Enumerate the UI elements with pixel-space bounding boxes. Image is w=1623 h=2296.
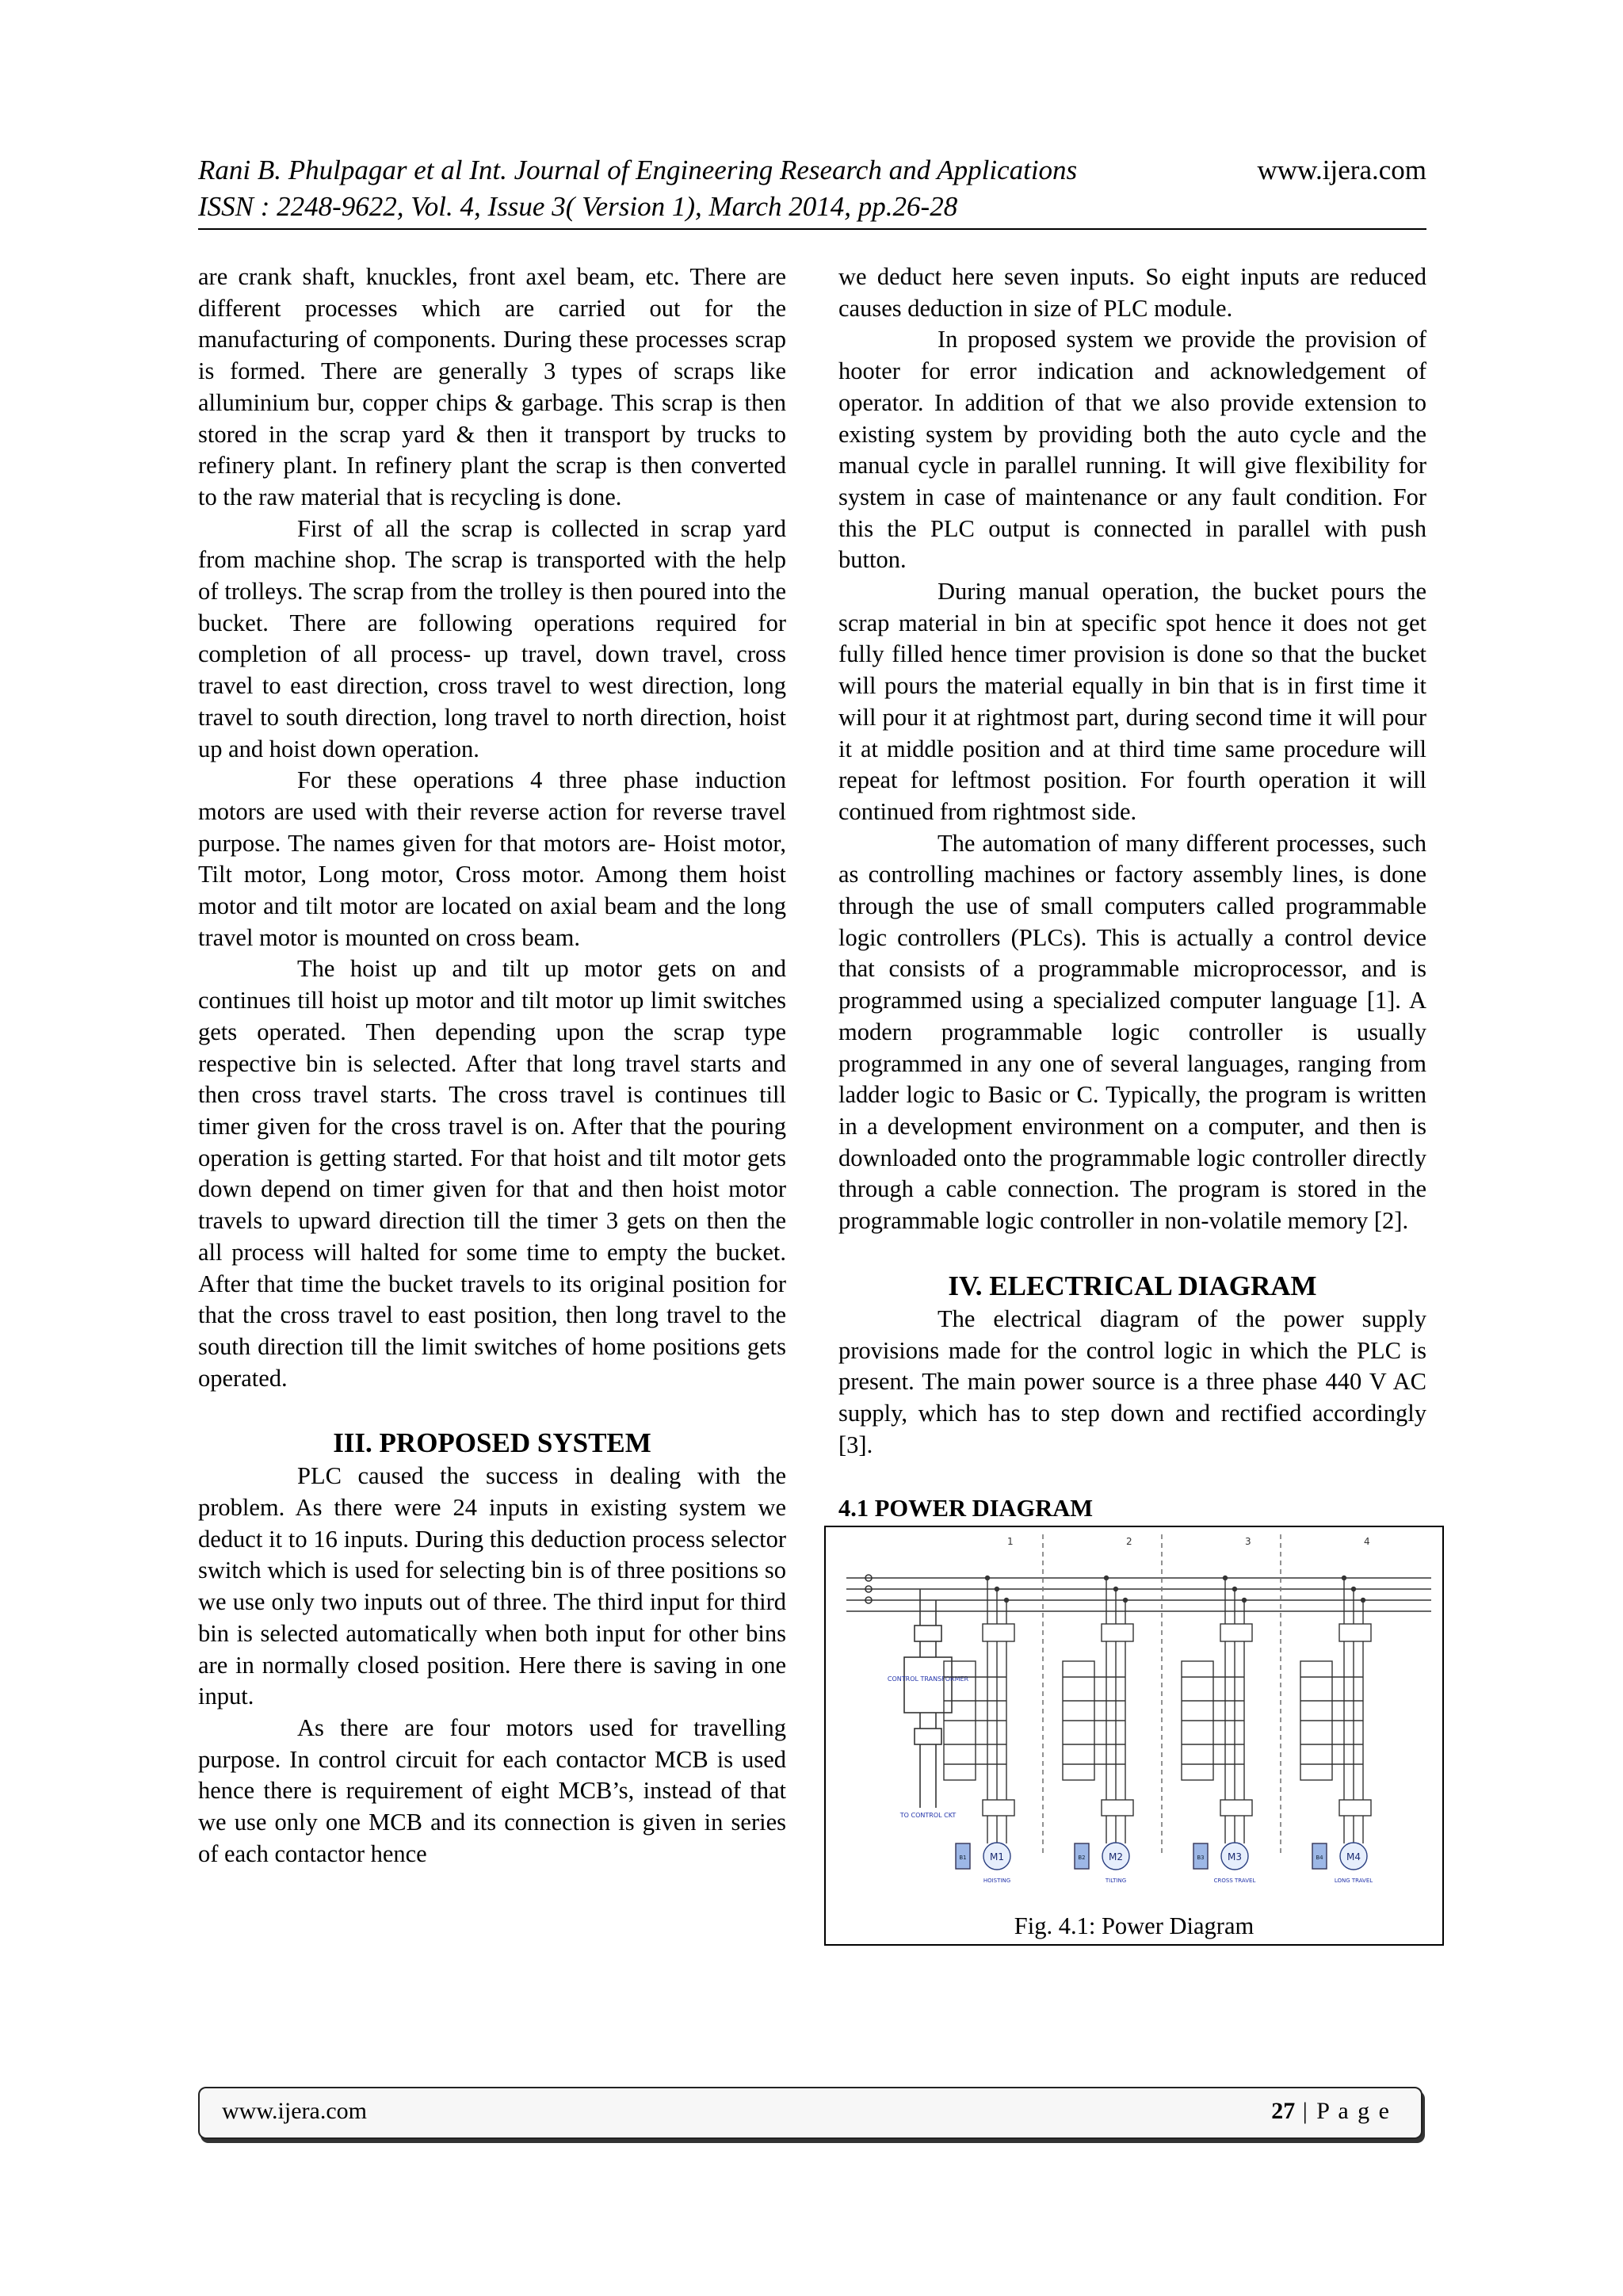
motor-branch-4	[1300, 1536, 1373, 1884]
paragraph: are crank shaft, knuckles, front axel beam, etc. There are different processes which are carried out for the manufacturing of components. During these processes scrap is formed. There are generally 3 types of scraps like alluminium bur, copper chips & garbage. This scrap is then stored in the scrap yard & then it transport by trucks to refinery plant. In refinery plant the scrap is then converted to the raw material that is recycling is done.	[198, 263, 786, 510]
control-transformer-label: CONTROL TRANSFORMER	[887, 1675, 969, 1683]
left-column	[198, 262, 786, 1870]
page-number: 27 | P a g e	[1271, 2098, 1391, 2124]
motor-branch-2	[1063, 1536, 1133, 1884]
brake-box-label: B1	[959, 1855, 967, 1862]
paragraph: As there are four motors used for travelling purpose. In control circuit for each contactor MCB is used hence there is requirement of eight MCB’s, instead of that we use only one MCB and its connection is given in series of each contactor hence	[198, 1713, 786, 1867]
motor-label: M3	[1228, 1851, 1242, 1863]
column-number: 2	[1126, 1536, 1132, 1548]
paragraph: PLC caused the success in dealing with the problem. As there were 24 inputs in existing system we deduct it to 16 inputs. During this deduction process selector switch which is used for selecting bin is of three positions so we use only two inputs out of three. The third input for third bin is selected automatically when both input for other bins are in normally closed position. Here there is saving in one input.	[198, 1462, 786, 1710]
section-heading-electrical-diagram: IV. ELECTRICAL DIAGRAM	[948, 1270, 1317, 1301]
paragraph: The hoist up and tilt up motor gets on and continues till hoist up motor and tilt motor up limit switches gets operated. Then depending upon the scrap type respective bin is selected. After that long travel starts and then cross travel starts. The cross travel is continues till timer given for the cross travel is on. After that the pouring operation is getting started. For that hoist and tilt motor gets down depend on timer given for that and then hoist motor travels to upward direction till the timer 3 gets on then the all process will halted for some time to empty the bucket. After that time the bucket travels to its original position for that the cross travel to east position, then long travel to the south direction till the limit switches of home positions gets operated.	[198, 955, 786, 1392]
paragraph: The electrical diagram of the power supply provisions made for the control logic in which the PLC is present. The main power source is a three phase 440 V AC supply, which has to step down and rectified accordingly [3].	[838, 1305, 1426, 1458]
running-header	[198, 152, 1426, 225]
paragraph: In proposed system we provide the provision of hooter for error indication and acknowledgement of operator. In addition of that we also provide extension to existing system by providing both the auto cycle and the manual cycle in parallel running. It will give flexibility for system in case of maintenance or any fault condition. For this the PLC output is connected in parallel with push button.	[838, 326, 1426, 574]
power-diagram	[829, 1530, 1439, 1903]
motor-name-label: HOISTING	[983, 1878, 1011, 1885]
paragraph: First of all the scrap is collected in scrap yard from machine shop. The scrap is transported with the help of trolleys. The scrap from the trolley is then poured into the bucket. There are following operations required for completion of all process- up travel, down travel, cross travel to east direction, cross travel to west direction, long travel to south direction, long travel to north direction, hoist up and hoist down operation.	[198, 514, 786, 762]
motor-name-label: TILTING	[1105, 1878, 1127, 1885]
brake-box-label: B4	[1316, 1855, 1323, 1862]
paragraph: For these operations 4 three phase induction motors are used with their reverse action for reverse travel purpose. The names given for that motors are- Hoist motor, Tilt motor, Long motor, Cross motor. Among them hoist motor and tilt motor are located on axial beam and the long travel motor is mounted on cross beam.	[198, 766, 786, 951]
page-footer	[198, 2087, 1423, 2139]
power-diagram-figure	[824, 1526, 1444, 1946]
subsection-heading-power-diagram: 4.1 POWER DIAGRAM	[838, 1495, 1094, 1522]
motor-name-label: LONG TRAVEL	[1334, 1878, 1373, 1885]
motor-name-label: CROSS TRAVEL	[1213, 1878, 1256, 1885]
journal-citation: Rani B. Phulpagar et al Int. Journal of Engineering Research and Applications	[198, 155, 1078, 185]
header-rule	[198, 228, 1426, 230]
column-number: 1	[1007, 1536, 1014, 1548]
motor-label: M2	[1109, 1851, 1123, 1863]
section-heading-proposed-system: III. PROPOSED SYSTEM	[333, 1427, 651, 1459]
footer-url[interactable]: www.ijera.com	[222, 2098, 367, 2124]
paragraph: The automation of many different processes, such as controlling machines or factory assembly lines, is done through the use of small computers called programmable logic controllers (PLCs). This is actually a control device that consists of a programmable microprocessor, and is programmed using a specialized computer language [1]. A modern programmable logic controller is usually programmed in any one of several languages, ranging from ladder logic to Basic or C. Typically, the program is written in a development environment on a computer, and then is downloaded onto the programmable logic controller directly through a cable connection. The program is stored in the programmable logic controller in non-volatile memory [2].	[838, 829, 1426, 1235]
issn-line: ISSN : 2248-9622, Vol. 4, Issue 3( Version 1), March 2014, pp.26-28	[198, 191, 958, 222]
motor-branch-1	[944, 1536, 1014, 1884]
motor-label: M1	[990, 1851, 1004, 1863]
brake-box-label: B3	[1197, 1855, 1205, 1862]
paragraph: we deduct here seven inputs. So eight inputs are reduced causes deduction in size of PLC module.	[838, 263, 1426, 322]
brake-box-label: B2	[1078, 1855, 1086, 1862]
motor-label: M4	[1346, 1851, 1361, 1863]
figure-caption: Fig. 4.1: Power Diagram	[1014, 1912, 1254, 1940]
to-control-label: TO CONTROL CKT	[899, 1812, 957, 1820]
column-number: 3	[1245, 1536, 1251, 1548]
paragraph: During manual operation, the bucket pours the scrap material in bin at specific spot hence it does not get fully filled hence timer provision is done so that the bucket will pours the material equally in bin that is in first time it will pour it at rightmost part, during second time it will pour it at middle position and at third time same procedure will repeat for leftmost position. For fourth operation it will continued from rightmost side.	[838, 578, 1426, 825]
right-column	[838, 262, 1426, 1946]
column-number: 4	[1364, 1536, 1370, 1548]
motor-branch-3	[1182, 1536, 1255, 1884]
header-url[interactable]: www.ijera.com	[1257, 155, 1426, 185]
